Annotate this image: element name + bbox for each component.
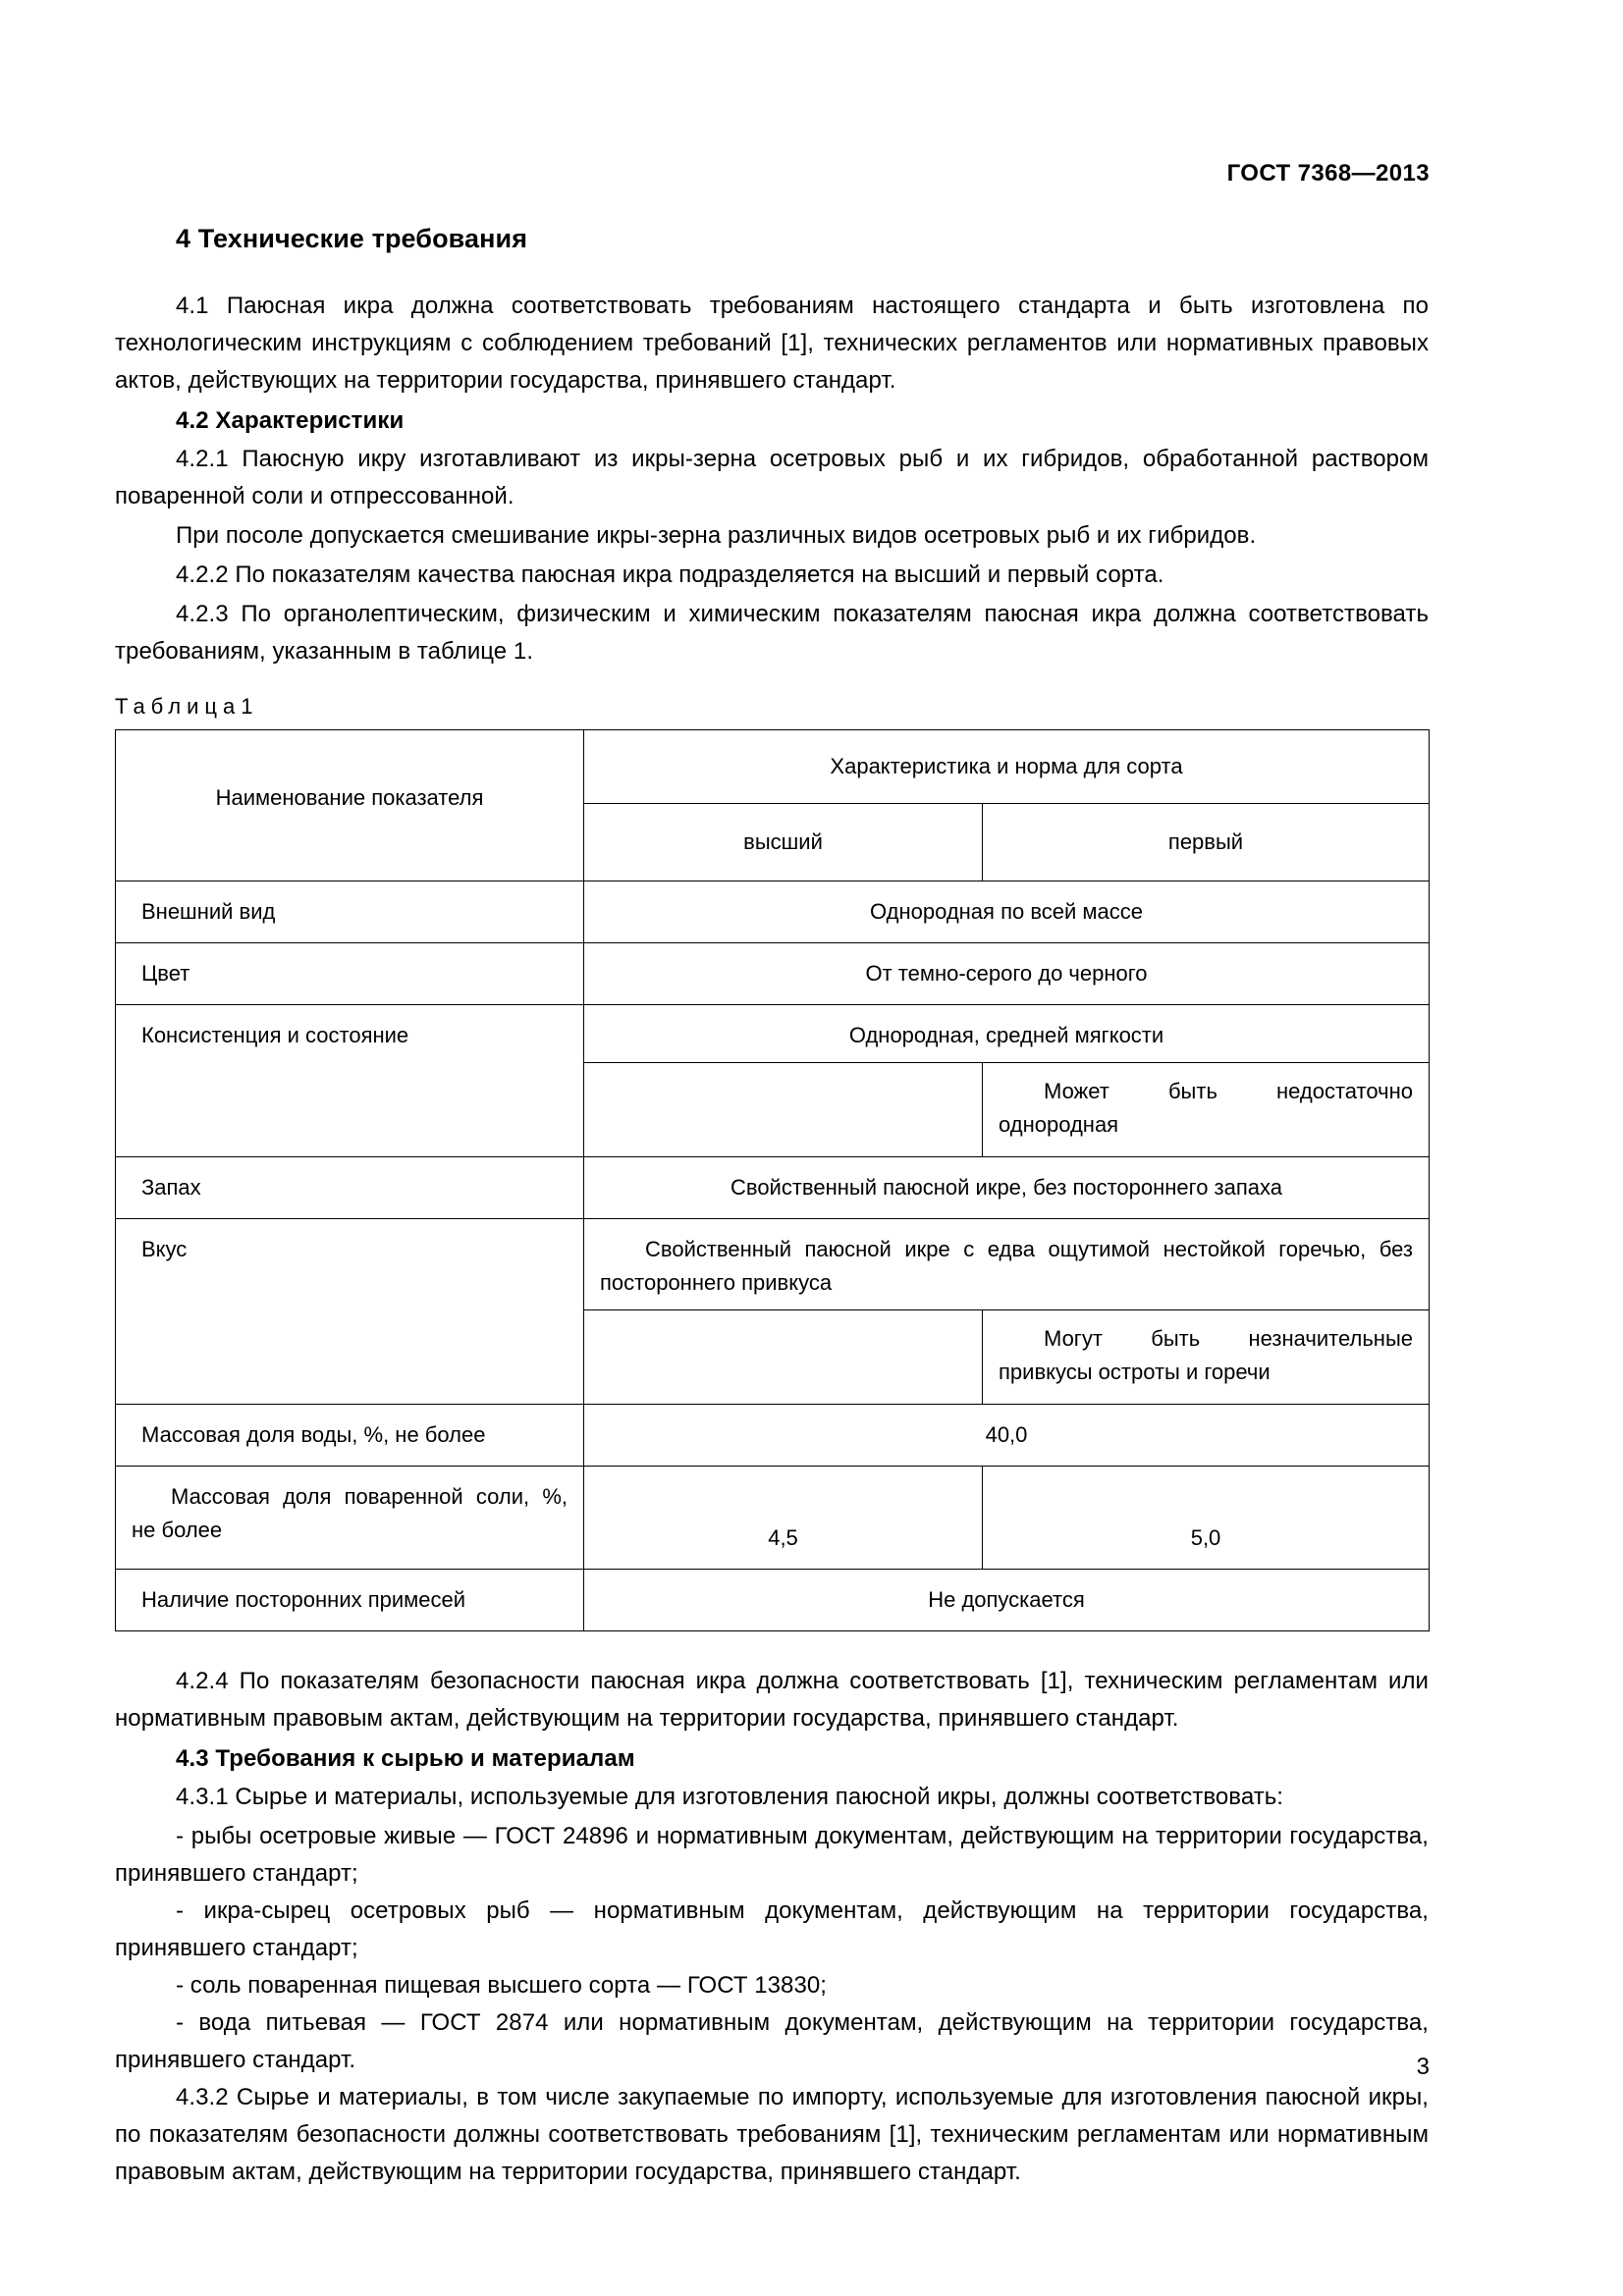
row-value-text: От темно-серого до черного: [865, 961, 1148, 986]
row-value-split-cell: [584, 1005, 1430, 1157]
header-cell-grade-high: [584, 804, 983, 881]
row-value-text: Не допускается: [928, 1587, 1085, 1612]
table-row: [116, 1570, 1430, 1631]
split-cell-grade-first: Может быть недостаточно однородная: [983, 1062, 1429, 1156]
row-value-merged-cell: [584, 1405, 1430, 1467]
subsection-heading-4-3: 4.3 Требования к сырью и материалам: [176, 1745, 635, 1772]
paragraph-4-2-2: 4.2.2 По показателям качества паюсная икра подразделяется на высший и первый сорта.: [176, 561, 1164, 588]
row-label-text: Внешний вид: [141, 899, 276, 924]
split-cell-wrapper: [584, 1005, 1429, 1156]
list-item: - рыбы осетровые живые — ГОСТ 24896 и нормативным документам, действующим на территории государства, принявшего стандарт;: [115, 1823, 1429, 1887]
row-value-grade-first-cell: [983, 1467, 1430, 1570]
row-label-cell: [116, 881, 584, 943]
split-top-text: Однородная, средней мягкости: [848, 1023, 1164, 1047]
row-value-merged-cell: [584, 1157, 1430, 1219]
spacer-before-table: [115, 672, 1429, 694]
row-label-text: Массовая доля воды, %, не более: [141, 1422, 486, 1447]
spacer-after-table: [115, 1631, 1429, 1653]
split-cell-grade-high: [584, 1062, 983, 1156]
row-label-text: Консистенция и состояние: [141, 1023, 409, 1047]
split-bottom-row: [584, 1309, 1429, 1404]
table-row: [116, 943, 1430, 1005]
row-label-text: Массовая доля поваренной соли, %, не более: [132, 1484, 568, 1542]
row-label-text: Запах: [141, 1175, 201, 1200]
table-caption: [115, 694, 1429, 720]
list-item: - икра-сырец осетровых рыб — нормативным документам, действующим на территории государства, принявшего стандарт;: [115, 1897, 1429, 1961]
row-label-cell: [116, 1157, 584, 1219]
row-label-text: Наличие посторонних примесей: [141, 1587, 466, 1612]
list-item: - соль поваренная пищевая высшего сорта — ГОСТ 13830;: [176, 1972, 827, 1999]
row-label-text: Вкус: [141, 1237, 188, 1261]
spec-table: [115, 729, 1430, 1631]
table-row: [116, 1467, 1430, 1570]
table-header-row-1: [116, 730, 1430, 804]
table-row: [116, 1005, 1430, 1157]
split-cell-grade-first: Могут быть незначительные привкусы остроты и горечи: [983, 1309, 1429, 1404]
document-content: [115, 224, 1429, 2193]
header-cell-grade-first: [983, 804, 1430, 881]
row-value-grade-first: 5,0: [1190, 1525, 1221, 1550]
row-label-cell: [116, 943, 584, 1005]
header-cell-indicator-name: [116, 730, 584, 881]
row-label-cell: [116, 1219, 584, 1405]
row-label-cell: [116, 1405, 584, 1467]
table-caption-number: 1: [241, 694, 253, 719]
paragraph-4-1: 4.1 Паюсная икра должна соответствовать требованиям настоящего стандарта и быть изготовлена по технологическим инструкциям с соблюдением требований [1], технических регламентов или нормативных правовых актов, действующих на территории государства, принявшего стандарт.: [115, 293, 1429, 394]
paragraph-4-2-1: 4.2.1 Паюсную икру изготавливают из икры-зерна осетровых рыб и их гибридов, обработанной раствором поваренной соли и отпрессованной.: [115, 446, 1429, 509]
row-value-text: 40,0: [985, 1422, 1028, 1447]
spacer-after-table-2: [115, 1653, 1429, 1663]
row-label-cell: [116, 1467, 584, 1570]
row-value-text: Однородная по всей массе: [869, 899, 1144, 924]
row-label-cell: [116, 1570, 584, 1631]
row-value-text: Свойственный паюсной икре, без постороннего запаха: [730, 1175, 1283, 1200]
header-label-grade-group: Характеристика и норма для сорта: [830, 754, 1183, 778]
row-value-merged-cell: [584, 943, 1430, 1005]
subsection-heading-4-2: 4.2 Характеристики: [176, 407, 405, 434]
header-label-grade-first: первый: [1167, 829, 1244, 854]
row-value-split-cell: [584, 1219, 1430, 1405]
paragraph-4-3-2: 4.3.2 Сырье и материалы, в том числе закупаемые по импорту, используемые для изготовления паюсной икры, по показателям безопасности должны соответствовать требованиям [1], техническим регламентам или нормативным правовым актам, действующим на территории государства, принявшего стандарт.: [115, 2084, 1429, 2185]
row-label-text: Цвет: [141, 961, 190, 986]
row-value-merged-cell: [584, 1570, 1430, 1631]
header-label-grade-high: высший: [743, 829, 823, 854]
split-top-text: Свойственный паюсной икре с едва ощутимой нестойкой горечью, без постороннего привкуса: [600, 1237, 1413, 1295]
table-body: [116, 881, 1430, 1631]
paragraph-4-2-3: 4.2.3 По органолептическим, физическим и химическим показателям паюсная икра должна соответствовать требованиям, указанным в таблице 1.: [115, 601, 1429, 665]
table-row: [116, 881, 1430, 943]
paragraph-4-2-4: 4.2.4 По показателям безопасности паюсная икра должна соответствовать [1], техническим регламентам или нормативным правовым актам, действующим на территории государства, принявшего стандарт.: [115, 1668, 1429, 1732]
split-bottom-row: [584, 1062, 1429, 1156]
table-row: [116, 1405, 1430, 1467]
row-value-merged-cell: [584, 881, 1430, 943]
header-cell-grade-group: [584, 730, 1430, 804]
row-value-grade-high-cell: [584, 1467, 983, 1570]
table-caption-word: Таблица: [115, 694, 242, 719]
split-cell-wrapper: [584, 1219, 1429, 1404]
paragraph-4-3-1: 4.3.1 Сырье и материалы, используемые для изготовления паюсной икры, должны соответствовать:: [176, 1784, 1284, 1810]
paragraph-4-2-1b: При посоле допускается смешивание икры-зерна различных видов осетровых рыб и их гибридов.: [176, 522, 1257, 549]
row-value-grade-high: 4,5: [768, 1525, 798, 1550]
table-row: [116, 1219, 1430, 1405]
table-head: [116, 730, 1430, 881]
header-label-indicator-name: Наименование показателя: [215, 785, 484, 810]
table-row: [116, 1157, 1430, 1219]
standard-id-header: ГОСТ 7368—2013: [1226, 160, 1430, 187]
page-number: 3: [1416, 2054, 1430, 2080]
row-label-cell: [116, 1005, 584, 1157]
split-cell-grade-high: [584, 1309, 983, 1404]
section-heading-4: 4 Технические требования: [176, 224, 528, 253]
spacer-caption-table: [115, 720, 1429, 729]
list-item: - вода питьевая — ГОСТ 2874 или нормативным документам, действующим на территории государства, принявшего стандарт.: [115, 2009, 1429, 2073]
